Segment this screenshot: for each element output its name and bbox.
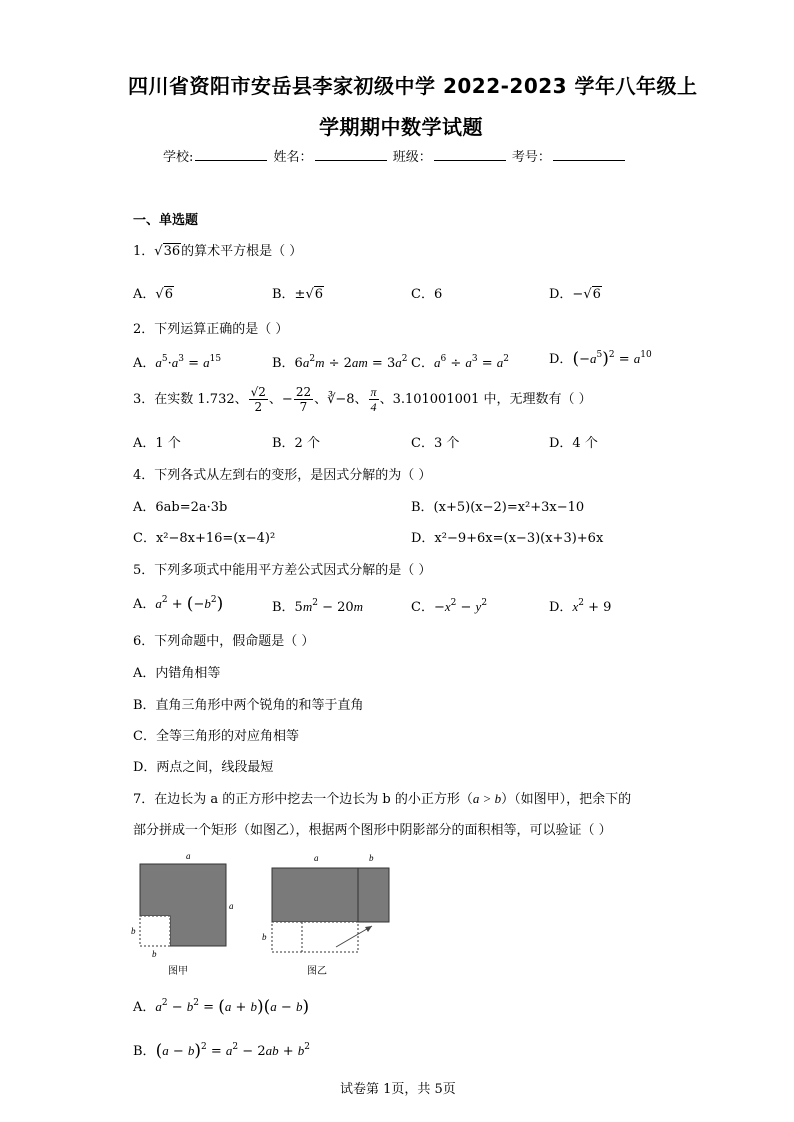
class-label: 班级： — [392, 150, 432, 165]
question-text: 的算术平方根是（ ） — [181, 244, 303, 259]
shaded-rect-right — [358, 868, 389, 922]
exam-title-line1: 四川省资阳市安岳县李家初级中学 2022-2023 学年八年级上 — [128, 74, 698, 98]
question-7-line1: 7．在边长为 a 的正方形中挖去一个边长为 b 的小正方形（a > b）（如图甲），把余下的 — [133, 791, 632, 807]
page-footer: 试卷第 1页，共 5页 — [340, 1082, 456, 1097]
q2-option-d[interactable]: D．$(-a^5)^2 = a^{10}$ — [549, 349, 652, 369]
q4-option-b[interactable]: B．(x+5)(x−2)=x²+3x−10 — [411, 500, 585, 515]
question-1: 1．√36的算术平方根是（ ） — [133, 244, 303, 259]
radicand: 36 — [163, 244, 181, 259]
q2-option-a[interactable]: A．$a^5\cdot a^3 = a^{15}$ — [133, 354, 222, 371]
q6-option-c[interactable]: C．全等三角形的对应角相等 — [133, 729, 299, 744]
question-number: 1． — [133, 244, 155, 259]
q2-option-c[interactable]: C．$a^6 \div a^3 = a^2$ — [411, 354, 509, 371]
side-a-label-top: a — [186, 851, 191, 861]
q1-option-c[interactable]: C．6 — [411, 287, 443, 302]
q3-option-b[interactable]: B．2 个 — [272, 436, 320, 451]
side-b-label-left: b — [262, 932, 267, 942]
question-3: 3．在实数 1.732、 $\frac{√2}{2}$ 、− $\frac{22}{7}$ 、∛−8、 $\frac{\pi}{4}$ 、3.101001001 中，无理数有（ ） — [133, 385, 592, 414]
side-a-label-right: a — [229, 901, 234, 911]
side-b-label-top: b — [369, 853, 374, 863]
section-title: 一、单选题 — [133, 213, 199, 228]
q3-option-a[interactable]: A．1 个 — [133, 436, 181, 451]
q4-option-a[interactable]: A．6ab=2a·3b — [133, 500, 228, 515]
q6-option-d[interactable]: D．两点之间，线段最短 — [133, 760, 274, 775]
fraction: $\frac{\pi}{4}$ — [370, 385, 377, 414]
exam-no-blank[interactable] — [553, 150, 625, 161]
q4-option-d[interactable]: D．x²−9+6x=(x−3)(x+3)+6x — [411, 531, 604, 546]
q5-option-c[interactable]: C．$-x^2 - y^2$ — [411, 598, 488, 615]
q2-option-b[interactable]: B．$6a^2m \div 2am = 3a^2$ — [272, 354, 408, 371]
q6-option-b[interactable]: B．直角三角形中两个锐角的和等于直角 — [133, 698, 364, 713]
q7-option-b[interactable]: B．$(a - b)^2 = a^2 - 2ab + b^2$ — [133, 1041, 310, 1061]
class-blank[interactable] — [434, 150, 506, 161]
q5-option-b[interactable]: B．$5m^2 - 20m$ — [272, 598, 364, 615]
figure-yi — [262, 850, 397, 978]
q3-option-c[interactable]: C．3 个 — [411, 436, 460, 451]
name-label: 姓名： — [273, 150, 313, 165]
school-label: 学校: — [163, 150, 194, 165]
q5-option-d[interactable]: D．$x^2 + 9$ — [549, 598, 612, 615]
question-2: 2．下列运算正确的是（ ） — [133, 322, 289, 337]
exam-no-label: 考号： — [511, 150, 551, 165]
side-a-label-top: a — [314, 853, 319, 863]
student-info-line — [163, 146, 627, 165]
name-blank[interactable] — [315, 150, 387, 161]
figure-jia — [128, 850, 248, 978]
exam-title-line2: 学期期中数学试题 — [319, 115, 483, 139]
school-blank[interactable] — [195, 150, 267, 161]
q1-option-b[interactable]: B．±√6 — [272, 287, 324, 302]
fraction: $\frac{√2}{2}$ — [250, 385, 266, 414]
q5-option-a[interactable]: A．$a^2 + (-b^2)$ — [133, 594, 224, 614]
question-4: 4．下列各式从左到右的变形，是因式分解的为（ ） — [133, 468, 432, 483]
q4-option-c[interactable]: C．x²−8x+16=(x−4)² — [133, 531, 276, 546]
side-b-label-bottom: b — [152, 949, 157, 959]
q3-option-d[interactable]: D．4 个 — [549, 436, 598, 451]
removed-strip — [272, 922, 358, 952]
q1-option-a[interactable]: A．√6 — [133, 287, 173, 302]
condition: a > b — [472, 791, 502, 806]
fraction: $\frac{22}{7}$ — [295, 385, 312, 414]
q6-option-a[interactable]: A．内错角相等 — [133, 666, 221, 681]
question-5: 5．下列多项式中能用平方差公式因式分解的是（ ） — [133, 563, 432, 578]
shaded-rect-left — [272, 868, 358, 922]
question-7-line2: 部分拼成一个矩形（如图乙），根据两个图形中阴影部分的面积相等，可以验证（ ） — [133, 823, 612, 838]
removed-square — [140, 916, 170, 946]
question-6: 6．下列命题中，假命题是（ ） — [133, 634, 315, 649]
q7-option-a[interactable]: A．$a^2 - b^2 = (a + b)(a - b)$ — [133, 997, 310, 1017]
side-b-label: b — [131, 926, 136, 936]
figure-jia-caption: 图甲 — [168, 966, 188, 977]
q1-option-d[interactable]: D．−√6 — [549, 287, 601, 302]
figure-yi-caption: 图乙 — [307, 966, 327, 977]
